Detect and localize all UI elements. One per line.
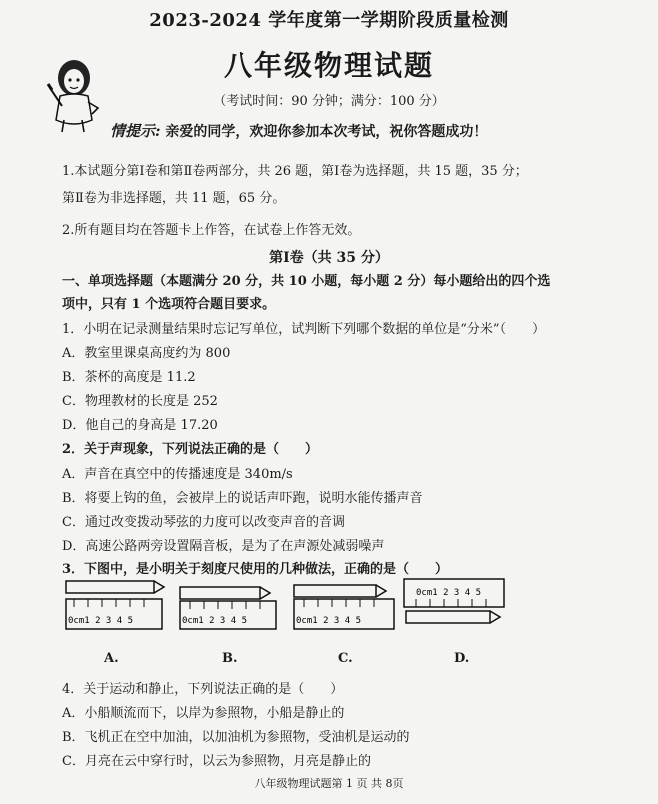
page-footer: 八年级物理试题第 1 页 共 8页 — [254, 777, 404, 790]
question-option: D．高速公路两旁设置隔音板，是为了在声源处减弱噪声 — [62, 539, 385, 554]
section-title: 第Ⅰ卷（共 35 分） — [269, 250, 389, 266]
question-option: C．月亮在云中穿行时，以云为参照物，月亮是静止的 — [62, 754, 371, 769]
question-option: B．将要上钩的鱼，会被岸上的说话声吓跑，说明水能传播声音 — [62, 491, 423, 506]
ruler-scale-text: 0cm1 2 3 4 5 — [68, 616, 134, 626]
note-line: 第Ⅱ卷为非选择题，共 11 题，65 分。 — [62, 191, 286, 206]
question-option: A．声音在真空中的传播速度是 340m/s — [62, 467, 293, 482]
ruler-figure-d — [404, 579, 504, 623]
exam-info: （考试时间：90 分钟；满分：100 分） — [213, 94, 445, 109]
exam-title: 八年级物理试题 — [223, 49, 434, 82]
ruler-scale-text: 0cm1 2 3 4 5 — [182, 616, 248, 626]
part-instructions: 项中，只有 1 个选项符合题目要求。 — [62, 297, 276, 312]
question-option: D．他自己的身高是 17.20 — [62, 418, 218, 433]
note-line: 2.所有题目均在答题卡上作答，在试卷上作答无效。 — [62, 223, 361, 238]
school-year-header: 2023-2024 学年度第一学期阶段质量检测 — [149, 10, 509, 31]
question-option: C．通过改变拨动琴弦的力度可以改变声音的音调 — [62, 515, 345, 530]
tip-text: 亲爱的同学，欢迎你参加本次考试，祝你答题成功！ — [165, 124, 488, 140]
question-option: C．物理教材的长度是 252 — [62, 394, 218, 409]
mascot-illustration — [42, 58, 102, 136]
ruler-figure-a — [66, 581, 164, 629]
question-option: B．飞机正在空中加油，以加油机为参照物，受油机是运动的 — [62, 730, 410, 745]
ruler-figures — [60, 577, 510, 635]
question-option: A．教室里课桌高度约为 800 — [62, 346, 231, 361]
tip-line — [110, 120, 487, 141]
ruler-figure-c — [294, 585, 394, 629]
question-option: A．小船顺流而下，以岸为参照物，小船是静止的 — [62, 706, 345, 721]
question-stem: 3．下图中，是小明关于刻度尺使用的几种做法，正确的是（ ） — [62, 562, 449, 577]
tip-label: 情提示: — [110, 122, 161, 140]
question-option: B．茶杯的高度是 11.2 — [62, 370, 196, 385]
ruler-scale-text: 0cm1 2 3 4 5 — [416, 588, 482, 598]
ruler-figure-b — [180, 587, 276, 629]
note-line: 1.本试题分第Ⅰ卷和第Ⅱ卷两部分，共 26 题，第Ⅰ卷为选择题，共 15 题，35 分； — [62, 164, 528, 179]
figure-label-a: A. — [104, 651, 119, 666]
question-stem: 4．关于运动和静止，下列说法正确的是（ ） — [62, 682, 344, 697]
figure-label-c: C. — [338, 651, 353, 666]
ruler-scale-text: 0cm1 2 3 4 5 — [296, 616, 362, 626]
question-stem: 2．关于声现象，下列说法正确的是（ ） — [62, 442, 319, 457]
figure-label-d: D. — [454, 651, 470, 666]
part-instructions: 一、单项选择题（本题满分 20 分，共 10 小题，每小题 2 分）每小题给出的四个选 — [62, 274, 551, 289]
figure-label-b: B. — [222, 651, 238, 666]
question-stem: 1．小明在记录测量结果时忘记写单位，试判断下列哪个数据的单位是“分米”（ ） — [62, 322, 546, 337]
